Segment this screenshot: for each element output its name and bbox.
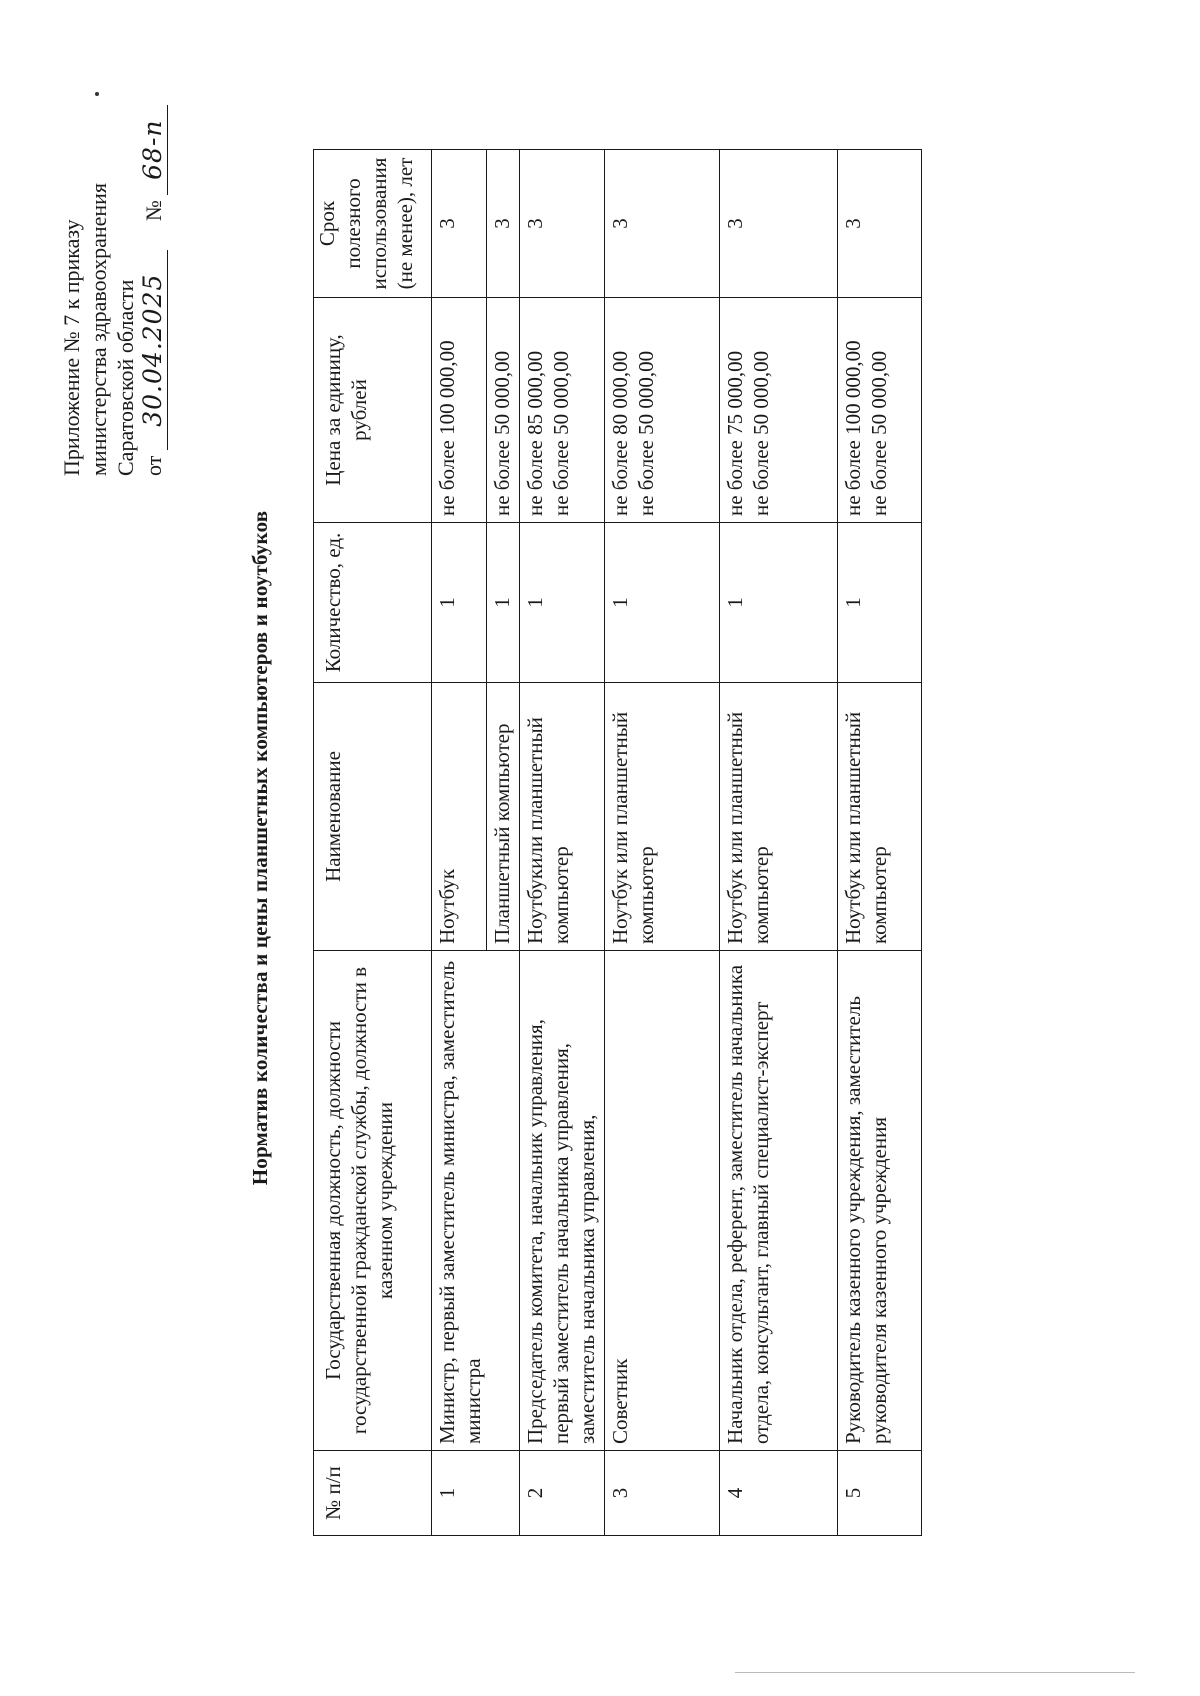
table-row bbox=[605, 150, 720, 1536]
row-num: 2 bbox=[520, 1451, 605, 1536]
row-position: Начальник отдела, референт, заместитель начальника отдела, консультант, главный специалист-эксперт bbox=[720, 951, 838, 1451]
handwritten-date: 30.04.2025 bbox=[138, 273, 167, 427]
row-item-name: Планшетный компьютер bbox=[487, 683, 520, 951]
header-price: Цена за единицу, рублей bbox=[314, 298, 432, 523]
header-num: № п/п bbox=[314, 1451, 432, 1536]
row-item-price: не более 100 000,00 не более 50 000,00 bbox=[838, 298, 922, 523]
row-item-term: 3 bbox=[838, 150, 922, 298]
appendix-line: Приложение № 7 к приказу bbox=[59, 219, 84, 476]
table-row bbox=[720, 150, 838, 1536]
row-num: 1 bbox=[432, 1451, 520, 1536]
header-qty: Количество, ед. bbox=[314, 523, 432, 683]
row-item-term: 3 bbox=[520, 150, 605, 298]
date-number-line bbox=[139, 56, 168, 476]
from-label: от bbox=[141, 455, 166, 476]
row-item-price: не более 75 000,00 не более 50 000,00 bbox=[720, 298, 838, 523]
table-row bbox=[838, 150, 922, 1536]
row-num: 4 bbox=[720, 1451, 838, 1536]
row-item-term: 3 bbox=[487, 150, 520, 298]
order-appendix-header bbox=[58, 56, 168, 476]
ministry-line: министерства здравоохранения bbox=[86, 182, 111, 476]
row-num: 5 bbox=[838, 1451, 922, 1536]
row-item-name: Ноутбук bbox=[432, 683, 487, 951]
row-num: 3 bbox=[605, 1451, 720, 1536]
row-item-qty: 1 bbox=[605, 523, 720, 683]
row-item-term: 3 bbox=[720, 150, 838, 298]
row-item-qty: 1 bbox=[432, 523, 487, 683]
row-item-name: Ноутбук или планшетный компьютер bbox=[605, 683, 720, 951]
table-header-row bbox=[314, 150, 432, 1536]
row-item-price: не более 85 000,00 не более 50 000,00 bbox=[520, 298, 605, 523]
row-item-price: не более 100 000,00 bbox=[432, 298, 487, 523]
norms-table bbox=[313, 149, 922, 1536]
header-term: Срок полезного использования (не менее), лет bbox=[314, 150, 432, 298]
row-position: Руководитель казенного учреждения, заместитель руководителя казенного учреждения bbox=[838, 951, 922, 1451]
row-position: Министр, первый заместитель министра, заместитель министра bbox=[432, 951, 520, 1451]
table-row bbox=[432, 150, 487, 1536]
row-item-qty: 1 bbox=[720, 523, 838, 683]
row-item-name: Ноутбук или планшетный компьютер bbox=[720, 683, 838, 951]
row-item-term: 3 bbox=[605, 150, 720, 298]
row-item-price: не более 50 000,00 bbox=[487, 298, 520, 523]
row-item-term: 3 bbox=[432, 150, 487, 298]
handwritten-number: 68-п bbox=[138, 119, 167, 180]
row-position: Советник bbox=[605, 951, 720, 1451]
row-item-qty: 1 bbox=[520, 523, 605, 683]
region-line: Саратовской области bbox=[113, 279, 138, 476]
table-row bbox=[520, 150, 605, 1536]
document-title: Норматив количества и цены планшетных компьютеров и ноутбуков bbox=[248, 510, 272, 1186]
row-item-qty: 1 bbox=[487, 523, 520, 683]
row-item-price: не более 80 000,00 не более 50 000,00 bbox=[605, 298, 720, 523]
row-item-qty: 1 bbox=[838, 523, 922, 683]
row-item-name: Ноутбук или планшетный компьютер bbox=[838, 683, 922, 951]
number-field bbox=[139, 105, 168, 195]
date-field bbox=[139, 250, 168, 450]
header-name: Наименование bbox=[314, 683, 432, 951]
scan-edge-line bbox=[735, 1672, 1135, 1673]
row-position: Председатель комитета, начальник управления, первый заместитель начальника управления, заместитель начальника управления, bbox=[520, 951, 605, 1451]
row-item-name: Ноутбукили планшетный компьютер bbox=[520, 683, 605, 951]
number-label: № bbox=[141, 200, 166, 222]
header-position: Государственная должность, должности государственной гражданской службы, должности в казенном учреждении bbox=[314, 951, 432, 1451]
